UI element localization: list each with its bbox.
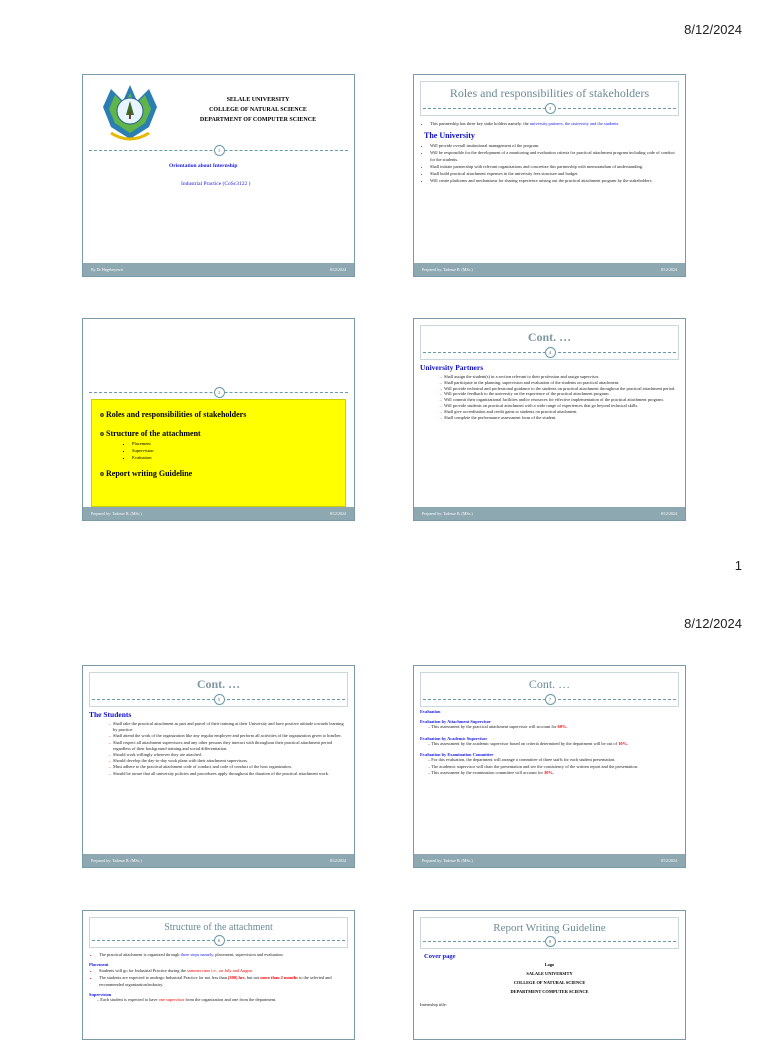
intro-text: • This partnership has three key stake holders namely: the university partners, the university and the students. <box>430 120 679 127</box>
list-item: – Shall take the practical attachment as part and parcel of their training at their University and have positive attitude towards learning by practice. <box>113 721 348 733</box>
slide-title: Roles and responsibilities of stakeholders <box>449 86 650 100</box>
footer-date: 8/12/2024 <box>660 267 677 272</box>
footer-author: Prepared by: Tadesse B. (MSc.) <box>422 858 473 863</box>
slide-title[interactable] <box>82 74 355 277</box>
slide-number: 5 <box>214 694 225 705</box>
list-item: – Shall complete the performance assessment form of the student. <box>444 415 679 421</box>
eval-text: – The academic supervisor will chair the presentation and see the consistency of the written report and the presentation. <box>428 763 638 769</box>
list-item: • Students will go for Industrial Practice during the summer time i.e., on July and August <box>99 967 348 974</box>
list-item: – Shall give accreditation and credit gains to students on practical attachment. <box>444 409 679 415</box>
slide-number: 7 <box>545 694 556 705</box>
slide-title-box <box>89 672 348 707</box>
department-name: DEPARTMENT COMPUTER SCIENCE <box>510 989 589 994</box>
slide-divider <box>423 347 676 357</box>
slide-divider <box>92 694 345 704</box>
outline-item: o Roles and responsibilities of stakeholders <box>100 410 247 419</box>
subheading: Placement <box>89 962 109 967</box>
list-item: • Will provide overall institutional management of the program. <box>430 142 679 149</box>
university-logo <box>99 81 161 145</box>
slide-structure[interactable] <box>82 910 355 1040</box>
slide-report-guideline[interactable] <box>413 910 686 1040</box>
footer-author: Prepared by: Tadesse B. (MSc.) <box>91 511 142 516</box>
outline-item: o Structure of the attachment <box>100 429 201 438</box>
slide-divider <box>89 387 348 397</box>
slide-number: 6 <box>214 935 225 946</box>
list-item: • Shall build practical attachment expenses in the university fees structure and budget. <box>430 170 679 177</box>
list-item: – Will provide students on practical attachment with a wide range of experiences that go beyond technical skills. <box>444 403 679 409</box>
list-item: – Shall attend the work of the organization like any regular employee and perform all activities of the organization given to him/her. <box>113 733 348 739</box>
list-item: – Shall respect all attachment supervisors and any other persons they interact with throughout their practical attachment period regardless of their background training and social differentiation. <box>113 740 348 752</box>
course-code: Industrial Practice (CoSc3122 ) <box>181 181 251 187</box>
slide-number: 3 <box>545 103 556 114</box>
university-name: SELALE UNIVERSITY <box>226 97 290 103</box>
slide-footer <box>414 507 685 520</box>
list-item: – Should work willingly wherever they are attached. <box>113 752 348 758</box>
list-item: – Should develop the day-to-day work plans with their attachment supervisors. <box>113 758 348 764</box>
slide-evaluation[interactable] <box>413 665 686 868</box>
slide-title: Structure of the attachment <box>164 922 273 933</box>
slide-title: Cont. … <box>527 330 572 344</box>
slide-number: 4 <box>545 347 556 358</box>
footer-date: 8/12/2024 <box>660 511 677 516</box>
slide-divider <box>89 145 348 155</box>
outline-subitem: ▪ Evaluation <box>132 454 337 461</box>
slide-title: Cont. … <box>528 677 571 691</box>
slide-title: Report Writing Guideline <box>493 922 606 934</box>
footer-date: 8/12/2024 <box>329 267 346 272</box>
list-item: – Each student is expected to have one supervisor from the organization and one from the department. <box>97 997 277 1002</box>
logo-label: Logo <box>544 962 555 967</box>
slide-title-box <box>420 81 679 116</box>
slide-university-partners[interactable] <box>413 318 686 521</box>
internship-title-label: Internship title: <box>420 1002 447 1007</box>
slide-footer <box>83 507 354 520</box>
footer-author: Prepared by: Tadesse B. (MSc.) <box>422 511 473 516</box>
footer-author: Prepared by: Tadesse B. (MSc.) <box>422 267 473 272</box>
list-item: – Should be aware that all university policies and procedures apply throughout the duration of the practical attachment work. <box>113 771 348 777</box>
eval-text: – This assessment by the academic supervisor based on criteria determined by the department will be out of 10%. <box>428 740 629 746</box>
slide-title-box <box>420 325 679 360</box>
slide-number: 8 <box>545 936 556 947</box>
slide-number: 1 <box>214 145 225 156</box>
footer-date: 8/12/2024 <box>660 858 677 863</box>
slide-outline[interactable] <box>82 318 355 521</box>
outline-subitem: ▪ Supervision <box>132 447 337 454</box>
eval-text: – This assessment by the practical attachment supervisor will account for 60%. <box>428 724 568 729</box>
outline-item: o Report writing Guideline <box>100 469 193 478</box>
list-item: – Will provide technical and professional guidance to the students on practical attachment throughout the practical attachment period. <box>444 386 679 392</box>
subheading: Supervision <box>89 992 112 997</box>
footer-date: 8/12/2024 <box>329 511 346 516</box>
slide-title-box <box>420 672 679 707</box>
slide-footer <box>414 854 685 867</box>
subheading: Evaluation by Academic Supervisor <box>420 735 488 741</box>
page2-date: 8/12/2024 <box>684 616 742 631</box>
department-name: DEPARTMENT OF COMPUTER SCIENCE <box>199 117 317 123</box>
eval-text: – This assessment by the examination committee will account for 30%. <box>428 770 554 775</box>
list-item: – Will provide feedback to the university on the experience of the practical attachment program. <box>444 391 679 397</box>
slide-footer <box>414 263 685 276</box>
list-item: – Must adhere to the practical attachment code of conduct and code of conduct of the host organization. <box>113 764 348 770</box>
subheading: Evaluation by Attachment Supervisor <box>420 719 491 724</box>
subheading: Evaluation by Examination Committee <box>420 752 494 757</box>
slide-divider <box>423 936 676 946</box>
slide-divider <box>423 694 676 704</box>
evaluation-heading: Evaluation <box>420 709 441 714</box>
slide-roles[interactable] <box>413 74 686 277</box>
section-heading: The Students <box>89 710 132 719</box>
slide-number: 2 <box>214 387 225 398</box>
slide-footer <box>83 854 354 867</box>
list-item: • Will create platforms and mechanisms for sharing experience arising out the practical attachment program by the stakeholders. <box>430 177 679 184</box>
university-name: SALALE UNIVERSITY <box>526 971 573 976</box>
slide-title-box <box>420 917 679 949</box>
outline-subitem: ▪ Placement <box>132 440 337 447</box>
section-heading: The University <box>424 131 475 140</box>
list-item: • The students are expected to undergo Industrial Practice for not less than (300) hrs, but not more than 2 months to the selected and recommended organization/industry. <box>99 974 348 988</box>
slide-divider <box>423 103 676 113</box>
list-item: – Shall assign the student(s) in a section relevant to their profession and assign supervisor. <box>444 374 679 380</box>
footer-author: Prepared by: Tadesse B. (MSc.) <box>91 858 142 863</box>
slide-title-box <box>89 917 348 948</box>
college-name: COLLEGE OF NATURAL SCIENCE <box>209 107 307 113</box>
slide-title: Cont. … <box>196 677 241 691</box>
cover-page-heading: Cover page <box>424 953 456 960</box>
list-item: – Will commit their organizational facilities and/or resources for effective implementation of the practical attachment program. <box>444 397 679 403</box>
list-item: • Shall initiate partnership with relevant organizations and concretize this partnership with memorandum of understanding. <box>430 163 679 170</box>
footer-author: By Dr Hegebeyewit <box>91 267 123 272</box>
page1-number: 1 <box>734 558 742 573</box>
slide-divider <box>92 935 345 945</box>
college-name: COLLEGE OF NATURAL SCIENCE <box>513 980 586 985</box>
list-item: – Shall participate in the planning, supervision and evaluation of the students on practical attachment. <box>444 380 679 386</box>
page1-date: 8/12/2024 <box>684 22 742 37</box>
eval-text: – For this evaluation, the department will arrange a committee of three staffs for each student presentation. <box>428 757 616 762</box>
outline-box <box>91 399 346 507</box>
orientation-title: Orientation about Internship <box>169 163 238 169</box>
footer-date: 8/12/2024 <box>329 858 346 863</box>
slide-students[interactable] <box>82 665 355 868</box>
section-heading: University Partners <box>420 363 484 372</box>
list-item: • Will be responsible for the development of a monitoring and evaluation criteria for practical attachment program including code of conduct for the students. <box>430 149 679 163</box>
intro-text: • The practical attachment is organized through three steps namely, placement, supervision and evaluation. <box>99 951 348 958</box>
slide-footer <box>83 263 354 276</box>
